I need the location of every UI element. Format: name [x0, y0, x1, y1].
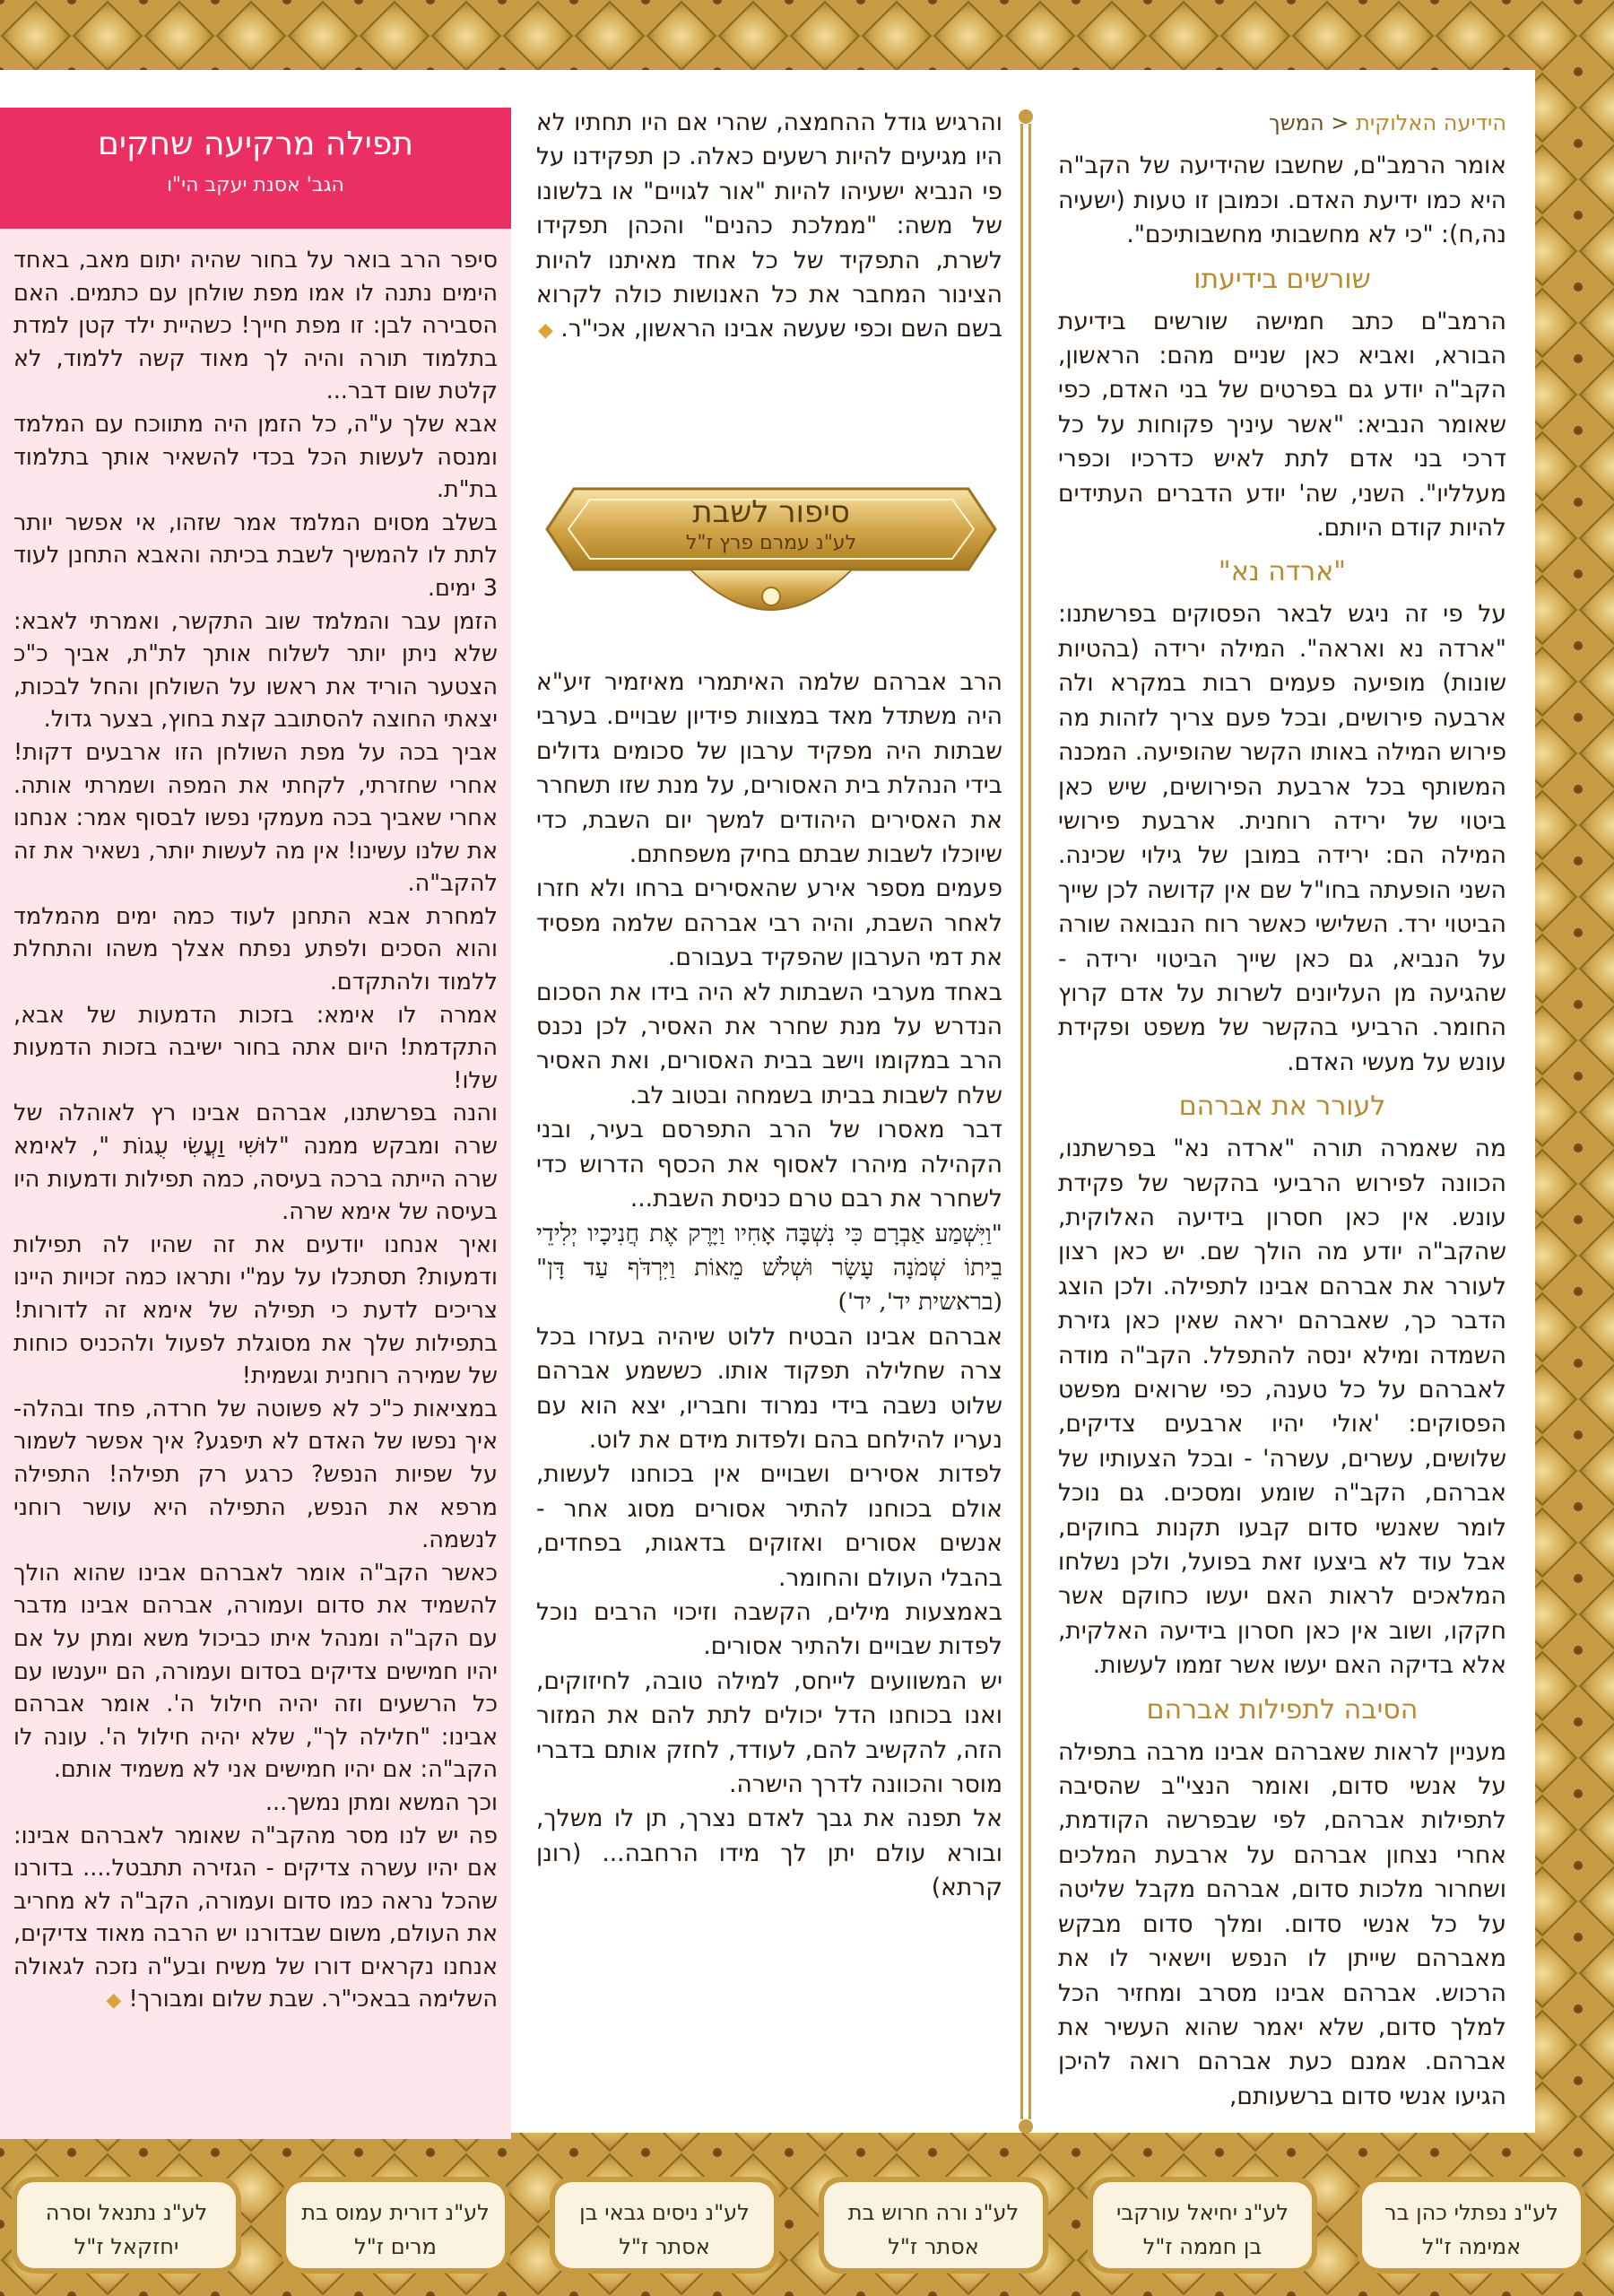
banner-subtitle: לע"נ עמרם פרץ ז"ל — [685, 532, 857, 554]
memorial-plaque — [278, 2170, 513, 2280]
story-paragraph: אל תפנה את גבך לאדם נצרך, תן לו משלך, ובורא עולם יתן לך מידו הרחבה... (רונן קרתא) — [536, 1805, 1002, 1902]
memorial-line1: לע"נ יחיאל עורקבי — [1115, 2200, 1289, 2225]
middle-top-paragraph: והרגיש גודל ההחמצה, שהרי אם היו תחתיו לא היו מגיעים להיות רשעים כאלה. כן תפקידנו על פי הנביא ישעיהו להיות "אור לגויים" או בלשונו של משה: "ממלכת כהנים" והכהן תפקידו לשרת, התפקיד של כל אחד מאיתנו להיות הצינור המחבר את כל האנושות כולה לקרוא בשם השם וכפי שעשה אבינו הראשון, אכי"ר. ◆ — [536, 106, 1002, 349]
article-paragraph: בשלב מסוים המלמד אמר שזהו, אי אפשר יותר לתת לו להמשיך לשבת בכיתה והאבא התחנן לעוד 3 ימים. — [13, 509, 498, 602]
story-paragraph: הרב אברהם שלמה האיתמרי מאיזמיר זיע"א היה משתדל מאד במצוות פידיון שבויים. בערבי שבתות היה מפקיד ערבון של סכומים גדולים בידי הנהלת בית האסורים, על מנת שזו תשחרר את האסירים היהודים למשך יום השבת, כדי שיוכלו לשבות שבתם בחיק משפחתם. — [536, 668, 1002, 869]
diamond-icon: ◆ — [106, 1989, 122, 2013]
story-paragraph: דבר מאסרו של הרב התפרסם בעיר, ובני הקהילה מיהרו לאסוף את הכסף הדרוש כדי לשחרר את רבם טרם כניסת השבת... — [536, 1116, 1002, 1213]
memorial-line1: לע"נ דורית עמוס בת — [301, 2200, 490, 2225]
verse-quote: "וַיִּשְׁמַע אַבְרָם כִּי נִשְׁבָּה אָחִיו וַיָּרֶק אֶת חֲנִיכָיו יְלִידֵי בֵיתוֹ שְׁמֹנָה עָשָׂר וּשְׁלֹשׁ מֵאוֹת וַיִּרְדֹּף עַד דָּן" (בראשית יד', יד') — [536, 1219, 1002, 1317]
memorial-plaque — [1085, 2170, 1320, 2280]
left-column — [13, 244, 498, 2018]
memorial-line2: אסתר ז"ל — [619, 2234, 710, 2259]
memorial-plaque — [9, 2170, 244, 2280]
banner-title: סיפור לשבת — [692, 494, 850, 530]
article-paragraph: והנה בפרשתנו, אברהם אבינו רץ לאוהלה של שרה ומבקש ממנה "לוּשִׁי וַעֲשִׂי עֻגוֹת ", לאימא שרה הייתה ברכה בעיסה, כמה תפילות ודמעות היו בעיסה של אימא שרה. — [13, 1100, 498, 1226]
memorial-line1: לע"נ ורה חרוש בת — [847, 2200, 1020, 2225]
ornamental-divider — [1015, 106, 1037, 2137]
article-paragraph: הזמן עבר והמלמד שוב התקשר, ואמרתי לאבא: שלא ניתן יותר לשלוח אותך לת"ת, אביך כ"כ הצטער הוריד את ראשו על השולחן והחל לבכות, יצאתי החוצה להסתובב קצת בחוץ, בצער גדול. — [13, 607, 498, 734]
section-title: הסיבה לתפילות אברהם — [1146, 1693, 1419, 1726]
story-paragraph: באמצעות מילים, הקשבה וזיכוי הרבים נוכל לפדות שבויים ולהתיר אסורים. — [536, 1597, 1002, 1661]
continuation-title: הידיעה האלוקית — [1356, 110, 1506, 135]
article-paragraph: אמרה לו אימא: בזכות הדמעות של אבא, התקדמת! היום אתה בחור ישיבה בזכות הדמעות שלו! — [13, 1001, 498, 1094]
article-paragraph: במציאות כ"כ לא פשוטה של חרדה, פחד ובהלה- איך נפשו של האדם לא תיפגע? איך אפשר לשמור על שפיות הנפש? כרגע רק תפילה! התפילה מרפא את הנפש, התפילה היא עושר רוחני לנשמה. — [13, 1395, 498, 1554]
memorial-line1: לע"נ ניסים גבאי בן — [579, 2200, 750, 2225]
prayer-article-header — [0, 108, 511, 229]
memorial-line2: מרים ז"ל — [354, 2234, 437, 2259]
section-paragraph: מה שאמרה תורה "ארדה נא" בפרשתנו, הכוונה לפירוש הרביעי בהקשר של פקידת עונש. אין כאן חסרון בידיעה האלוקית, שהקב"ה יודע מה הולך שם. יש כאן רצון לעורר את אברהם אבינו לתפילה. ולכן הוצג הדבר כך, שאברהם יראה שאין כאן גזירת השמדה ומילא ינסה להתפלל. הקב"ה מודה לאברהם על כל טענה, כפי שרואים מפשט הפסוקים: 'אולי יהיו ארבעים צדיקים, שלושים, עשרים, עשרה' - ובכל הצעותיו של אברהם, הקב"ה שומע ומסכים. גם נוכל לומר שאנשי סדום קבעו תקנות בחוקים, אבל עוד לא ביצעו זאת בפועל, ולכן נשלחו המלאכים לראות האם יעשו כחוקם אשר חקקו, ושוב אין כאן חסרון בידיעה האלקית, אלא בדיקה האם יעשו אשר זממו לעשות. — [1058, 1135, 1506, 1680]
middle-column-story — [536, 665, 1002, 1906]
article-paragraph: סיפר הרב בואר על בחור שהיה יתום מאב, באחד הימים נתנה לו אמו מפת שולחן עם כתמים. האם הסבירה לבן: זו מפת חייך! כשהיית ילד קטן למדת בתלמוד תורה והיה לך מאוד קשה ללמוד, לא קלטת שום דבר... — [13, 247, 498, 405]
memorial-line2: יחזקאל ז"ל — [74, 2234, 179, 2259]
story-paragraph: פעמים מספר אירע שהאסירים ברחו ולא חזרו לאחר השבת, והיה רבי אברהם שלמה מפסיד את דמי הערבון שהפקיד בעבורם. — [536, 874, 1002, 972]
article-paragraph: וכך המשא ומתן נמשך... — [265, 1788, 498, 1816]
article-paragraph: למחרת אבא התחנן לעוד כמה ימים מהמלמד והוא הסכים ולפתע נפתח אצלך משהו והתחלת ללמוד ולהתקדם. — [13, 902, 498, 996]
section-title: "ארדה נא" — [1218, 556, 1347, 588]
right-column — [1058, 106, 1506, 2114]
story-paragraph: יש המשוועים לייחס, למילה טובה, לחיזוקים, ואנו בכוחנו הדל יכולים לתת להם את המזור הזה, להקשיב להם, לעודד, לחזק אותם בדברי מוסר והכוונה לדרך הישרה. — [536, 1666, 1002, 1798]
memorial-line2: אסתר ז"ל — [888, 2234, 979, 2259]
story-banner — [538, 453, 1004, 655]
article-paragraph: אביך בכה על מפת השולחן הזו ארבעים דקות! אחרי שחזרתי, לקחתי את המפה ושמרתי אותה. אחרי שאביך בכה מעמקי נפשו לבסוף אמר: אנחנו את שלנו עשינו! אין מה לעשות יותר, נשאיר את זה להקב"ה. — [13, 738, 498, 898]
prayer-article-title: תפילה מרקיעה שחקים — [98, 126, 413, 162]
section-title: לעורר את אברהם — [1178, 1091, 1386, 1123]
memorial-line2: בן חממה ז"ל — [1142, 2234, 1263, 2259]
prayer-article-author: הגב' אסנת יעקב הי"ו — [167, 174, 344, 196]
article-paragraph: כאשר הקב"ה אומר לאברהם אבינו שהוא הולך להשמיד את סדום ועמורה, אברהם אבינו מדבר עם הקב"ה ומנהל איתו כביכול משא ומתן על אם יהיו חמישים צדיקים בסדום ועמורה, הם ייענשו עם כל הרשעים וזה יהיה חילול ה'. אומר אברהם אבינו: "חלילה לך", שלא יהיה חילול ה'. עונה לו הקב"ה: אם יהיו חמישים אני לא משמיד אותם. — [13, 1559, 498, 1784]
memorial-plaque — [1354, 2170, 1589, 2280]
story-paragraph: אברהם אבינו הבטיח ללוט שיהיה בעזרו בכל צרה שחלילה תפקוד אותו. כששמע אברהם שלוט נשבה בידי נמרוד וחבריו, יצא הוא עם נעריו להילחם בהם ולפדות מידם את לוט. — [536, 1322, 1002, 1454]
section-paragraph: מעניין לראות שאברהם אבינו מרבה בתפילה על אנשי סדום, ואומר הנצי"ב שהסיבה לתפילות אברהם, לפי שבפרשה הקודמת, אחרי נצחון אברהם על ארבעת המלכים ושחרור מלכות סדום, אברהם מקבל שליטה על כל אנשי סדום. ומלך סדום מבקש מאברהם שייתן לו הנפש וישאיר לו את הרכוש. אברהם אבינו מסרב ומחזיר הכל למלך סדום, שלא יאמר שהוא העשיר את אברהם. אמנם כעת אברהם רואה להיכן הגיעו אנשי סדום ברשעותם, — [1058, 1737, 1506, 2110]
memorial-line1: לע"נ נפתלי כהן בר — [1384, 2200, 1558, 2225]
section-paragraph: על פי זה ניגש לבאר הפסוקים בפרשתנו: "ארדה נא ואראה". המילה ירידה (בהטיות שונות) מופיעה פעמים רבות במקרא ולה ארבעה פירושים, ובכל פעם צריך לזהות מה פירוש המילה באותו הקשר שהופיעה. המכנה המשותף בכל ארבעת הפירושים, שיש כאן ביטוי של ירידה רוחנית. ארבעת פירושי המילה הם: ירידה במובן של גילוי שכינה. השני הופעתה בחו"ל שם אין קדושה לכן שייך הביטוי ירד. השלישי כאשר רוח הנבואה שורה על הנביא, גם כאן שייך הביטוי ירידה - שהגיעה מן העליונים לשרות על אדם קרוץ החומר. הרביעי בהקשר של משפט ופקידת עונש על מעשי האדם. — [1058, 600, 1506, 1076]
story-paragraph: לפדות אסירים ושבויים אין בכוחנו לעשות, אולם בכוחנו להתיר אסורים מסוג אחר - אנשים אסורים ואזוקים בדאגות, בפחדים, בהבלי העולם והחומר. — [536, 1460, 1002, 1592]
continuation-header — [1058, 106, 1506, 140]
section-title: שורשים בידיעתו — [1193, 263, 1371, 295]
story-paragraph: באחד מערבי השבתות לא היה בידו את הסכום הנדרש על מנת שחרר את האסיר, לכן נכנס הרב במקומו וישב בבית האסורים, ואת האסיר שלח לשבות בביתו בשמחה ובטוב לב. — [536, 978, 1002, 1109]
middle-column-top — [536, 106, 1002, 349]
memorial-line2: אמימה ז"ל — [1421, 2234, 1522, 2259]
article-paragraph: אבא שלך ע"ה, כל הזמן היה מתווכח עם המלמד ומנסה לעשות הכל בכדי להשאיר אותך בתלמוד בת"ת. — [13, 410, 498, 504]
diamond-icon: ◆ — [537, 319, 553, 343]
intro-paragraph: אומר הרמב"ם, שחשבו שהידיעה של הקב"ה היא כמו ידיעת האדם. וכמובן זו טעות (ישעיה נה,ח): "כי לא מחשבותי מחשבותיכם". — [1058, 152, 1506, 249]
article-paragraph: פה יש לנו מסר מהקב"ה שאומר לאברהם אבינו: אם יהיו עשרה צדיקים - הגזירה תתבטל.... בדורנו שהכל נראה כמו סדום ועמורה, הקב"ה לא מחריב את העולם, משום שבדורנו יש הרבה מאוד צדיקים, אנחנו נקראים דורו של משיח ובע"ה נזכה לגאולה השלימה בבאכי"ר. שבת שלום ומבורך! ◆ — [13, 1820, 498, 2019]
continuation-label: < המשך — [1268, 110, 1349, 135]
memorial-plaque — [547, 2170, 782, 2280]
memorial-line1: לע"נ נתנאל וסרה — [45, 2200, 208, 2225]
memorial-plaque — [816, 2170, 1051, 2280]
article-paragraph: ואיך אנחנו יודעים את זה שהיו לה תפילות ודמעות? תסתכלו על עמ"י ותראו כמה זכויות היינו צריכים לדעת כי תפילה של אימא זה לדורות! בתפילות שלך את מסוגלת לפעול ולהכניס כוחות של שמירה רוחנית וגשמית! — [13, 1231, 498, 1390]
section-paragraph: הרמב"ם כתב חמישה שורשים בידיעת הבורא, ואביא כאן שניים מהם: הראשון, הקב"ה יודע גם בפרטים של בני האדם, כפי שאומר הנביא: "אשר עיניך פקוחות על כל דרכי בני אדם לתת לאיש כדרכיו וכפרי מעלליו". השני, שה' יודע הדברים העתידים להיות קודם היותם. — [1058, 307, 1506, 543]
